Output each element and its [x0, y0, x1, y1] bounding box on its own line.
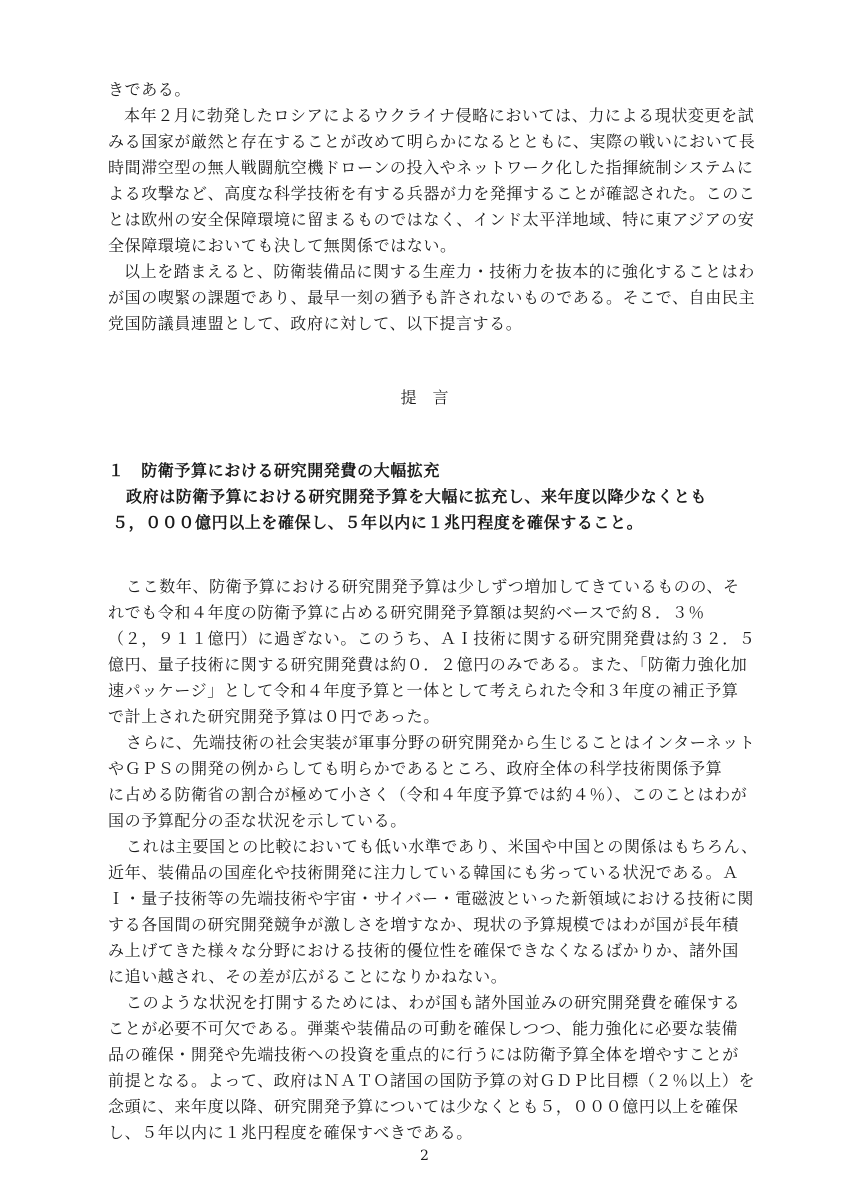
section-summary-line: ５，０００億円以上を確保し、５年以内に１兆円程度を確保すること。 [112, 513, 644, 532]
intro-line: 党国防議員連盟として、政府に対して、以下提言する。 [108, 314, 523, 333]
body-line: やＧＰＳの開発の例からしても明らかであるところ、政府全体の科学技術関係予算 [108, 759, 723, 778]
body-line: このような状況を打開するためには、わが国も諸外国並みの研究開発費を確保する [126, 993, 741, 1012]
intro-line: 全保障環境においても決して無関係ではない。 [108, 236, 457, 255]
body-line: 億円、量子技術に関する研究開発費は約０．２億円のみである。また、「防衛力強化加 [108, 655, 748, 674]
body-line: Ｉ・量子技術等の先端技術や宇宙・サイバー・電磁波といった新領域における技術に関 [108, 889, 754, 908]
body-line: （２，９１１億円）に過ぎない。このうち、ＡＩ技術に関する研究開発費は約３２．５ [108, 629, 756, 648]
intro-line: 以上を踏まえると、防衛装備品に関する生産力・技術力を抜本的に強化することはわ [124, 262, 755, 281]
body-line: さらに、先端技術の社会実装が軍事分野の研究開発から生じることはインターネット [126, 733, 756, 752]
body-line: で計上された研究開発予算は０円であった。 [108, 707, 440, 726]
body-line: ことが必要不可欠である。弾薬や装備品の可動を確保しつつ、能力強化に必要な装備 [108, 1019, 739, 1038]
body-line: み上げてきた様々な分野における技術的優位性を確保できなくなるばかりか、諸外国 [108, 941, 739, 960]
proposal-heading: 提言 [400, 388, 465, 407]
body-line: し、５年以内に１兆円程度を確保すべきである。 [108, 1123, 473, 1142]
body-line: する各国間の研究開発競争が激しさを増すなか、現状の予算規模ではわが国が長年積 [108, 915, 739, 934]
body-line: れでも令和４年度の防衛予算に占める研究開発予算額は契約ベースで約８．３％ [108, 603, 705, 622]
body-line: 品の確保・開発や先端技術への投資を重点的に行うには防衛予算全体を増やすことが [108, 1045, 739, 1064]
page-number: 2 [420, 1148, 429, 1164]
body-line: 国の予算配分の歪な状況を示している。 [108, 811, 407, 830]
body-line: これは主要国との比較においても低い水準であり、米国や中国との関係はもちろん、 [126, 837, 758, 856]
intro-line: きである。 [108, 80, 192, 99]
section-summary-line: 政府は防衛予算における研究開発予算を大幅に拡充し、来年度以降少なくとも [126, 487, 708, 506]
intro-line: が国の喫緊の課題であり、最早一刻の猶予も許されないものである。そこで、自由民主 [108, 288, 756, 307]
body-line: 速パッケージ」として令和４年度予算と一体として考えられた令和３年度の補正予算 [108, 681, 739, 700]
intro-line: 本年２月に勃発したロシアによるウクライナ侵略においては、力による現状変更を試 [124, 106, 755, 125]
intro-line: みる国家が厳然と存在することが改めて明らかになるとともに、実際の戦いにおいて長 [108, 132, 756, 151]
section-title: １ 防衛予算における研究開発費の大幅拡充 [108, 461, 441, 480]
body-line: ここ数年、防衛予算における研究開発予算は少しずつ増加してきているものの、そ [126, 577, 740, 596]
body-line: に占める防衛省の割合が極めて小さく（令和４年度予算では約４％）、このことはわが [108, 785, 748, 804]
intro-line: とは欧州の安全保障環境に留まるものではなく、インド太平洋地域、特に東アジアの安 [108, 210, 755, 229]
intro-line: よる攻撃など、高度な科学技術を有する兵器が力を発揮することが確認された。このこ [108, 184, 756, 203]
body-line: 念頭に、来年度以降、研究開発予算については少なくとも５，０００億円以上を確保 [108, 1097, 739, 1116]
body-line: 前提となる。よって、政府はＮＡＴＯ諸国の国防予算の対ＧＤＰ比目標（２％以上）を [108, 1071, 756, 1090]
body-line: 近年、装備品の国産化や技術開発に注力している韓国にも劣っている状況である。Ａ [108, 863, 739, 882]
body-line: に追い越され、その差が広がることになりかねない。 [108, 967, 508, 986]
intro-line: 時間滞空型の無人戦闘航空機ドローンの投入やネットワーク化した指揮統制システムに [108, 158, 754, 177]
